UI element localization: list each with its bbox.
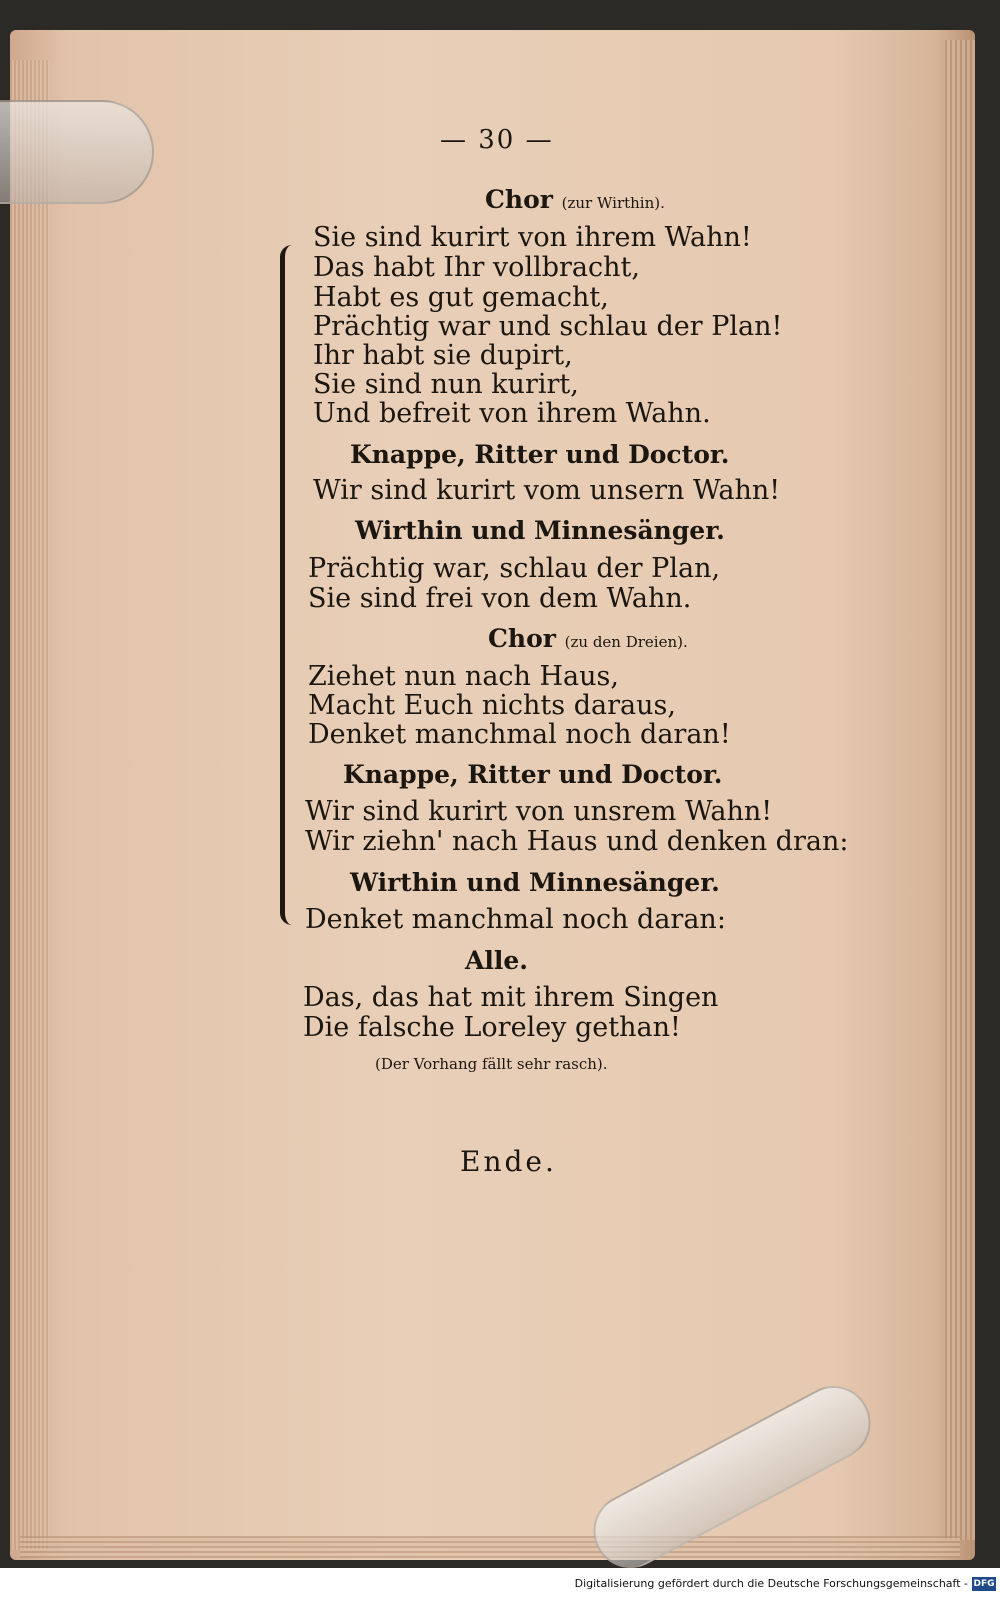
stage-note: (zu den Dreien). — [564, 633, 688, 651]
page-edge-right — [945, 40, 975, 1540]
dfg-logo: DFG — [973, 1579, 995, 1589]
chorus-bracket — [280, 245, 299, 925]
verse-line: Denket manchmal noch daran! — [308, 719, 731, 750]
speaker-label: Wirthin und Minnesänger. — [355, 516, 725, 545]
verse-line: Die falsche Loreley gethan! — [303, 1012, 681, 1043]
verse-line: Habt es gut gemacht, — [313, 282, 609, 313]
verse-line: Wir ziehn' nach Haus und denken dran: — [305, 826, 849, 857]
verse-line: Sie sind frei von dem Wahn. — [308, 583, 692, 614]
verse-line: Sie sind nun kurirt, — [313, 369, 579, 400]
speaker-name: Chor — [485, 185, 553, 214]
verse-line: Das habt Ihr vollbracht, — [313, 252, 640, 283]
speaker-label: Wirthin und Minnesänger. — [350, 868, 720, 897]
speaker-label: Knappe, Ritter und Doctor. — [343, 760, 723, 789]
verse-line: Ziehet nun nach Haus, — [308, 661, 619, 692]
verse-line: Macht Euch nichts daraus, — [308, 690, 676, 721]
verse-line: Sie sind kurirt von ihrem Wahn! — [313, 222, 752, 253]
verse-line: Wir sind kurirt von unsrem Wahn! — [305, 796, 773, 827]
verse-line: Das, das hat mit ihrem Singen — [303, 982, 719, 1013]
verse-line: Wir sind kurirt vom unsern Wahn! — [313, 475, 781, 506]
speaker-label: Knappe, Ritter und Doctor. — [350, 440, 730, 469]
verse-line: Denket manchmal noch daran: — [305, 904, 726, 935]
speaker-label: Alle. — [465, 946, 529, 975]
speaker-label — [488, 624, 688, 653]
speaker-label — [485, 185, 665, 214]
funding-credit: Digitalisierung gefördert durch die Deutsche Forschungsgemeinschaft - — [574, 1577, 968, 1590]
footer-bar — [0, 1568, 1000, 1598]
stage-direction: (Der Vorhang fällt sehr rasch). — [375, 1055, 608, 1073]
page-edge-bottom — [20, 1536, 960, 1558]
verse-line: Prächtig war, schlau der Plan, — [308, 553, 721, 584]
page-clip-top — [0, 100, 154, 204]
verse-line: Und befreit von ihrem Wahn. — [313, 398, 711, 429]
stage-note: (zur Wirthin). — [561, 194, 665, 212]
end-marker: Ende. — [460, 1145, 557, 1178]
page-gutter — [10, 60, 50, 1550]
verse-line: Ihr habt sie dupirt, — [313, 340, 573, 371]
page-number: — 30 — — [440, 125, 554, 155]
speaker-name: Chor — [488, 624, 556, 653]
verse-line: Prächtig war und schlau der Plan! — [313, 311, 783, 342]
